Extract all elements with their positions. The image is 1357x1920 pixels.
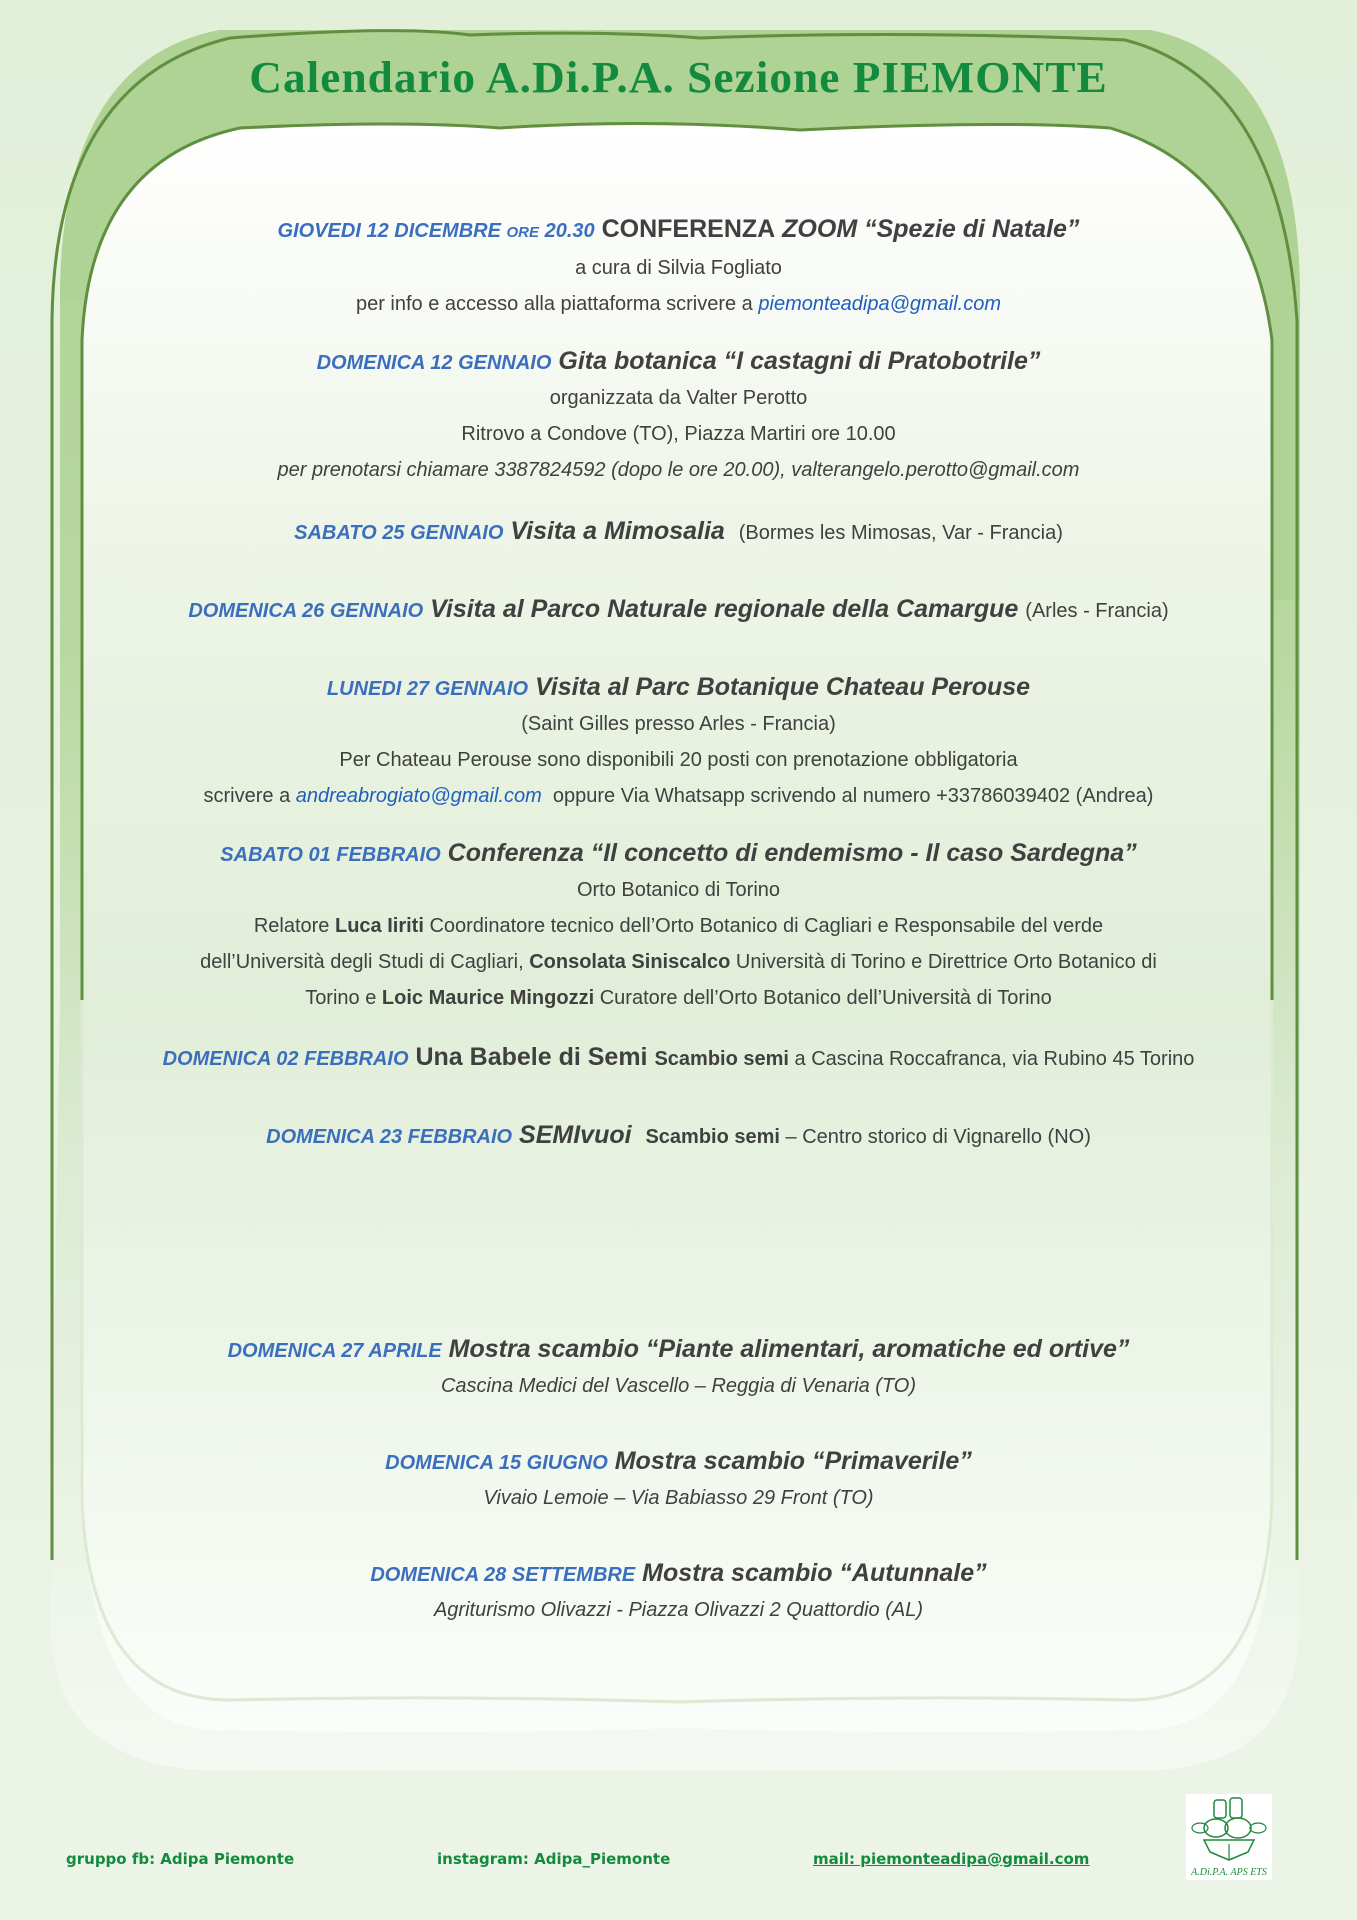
event-title: Conferenza “Il concetto di endemismo - Il caso Sardegna” <box>447 839 1137 867</box>
event-headline <box>0 836 1357 872</box>
event-item <box>0 514 1357 550</box>
event-title: SEMIvuoi <box>519 1121 632 1149</box>
event-headline <box>0 514 1357 550</box>
event-title: ZOOM “Spezie di Natale” <box>782 215 1080 243</box>
event-item <box>0 344 1357 488</box>
event-headline <box>0 1118 1357 1154</box>
svg-text:A.Di.P.A. APS ETS: A.Di.P.A. APS ETS <box>1191 1867 1267 1878</box>
event-speakers: Torino e Loic Maurice Mingozzi Curatore dell’Orto Botanico dell’Università di Torino <box>305 987 1052 1009</box>
event-date: DOMENICA 23 FEBBRAIO <box>266 1126 513 1148</box>
event-headline <box>0 1444 1357 1480</box>
event-subtitle: Scambio semi <box>645 1126 780 1148</box>
event-date: DOMENICA 12 GENNAIO <box>316 352 552 374</box>
facebook-group-link[interactable]: gruppo fb: Adipa Piemonte <box>66 1850 295 1868</box>
event-location: Cascina Medici del Vascello – Reggia di Venaria (TO) <box>440 1375 917 1397</box>
event-location: Agriturismo Olivazzi - Piazza Olivazzi 2 Quattordio (AL) <box>433 1599 924 1621</box>
event-title: Gita botanica “I castagni di Pratobotrile” <box>558 347 1041 375</box>
event-organizer: organizzata da Valter Perotto <box>549 387 808 409</box>
event-location: a Cascina Roccafranca, via Rubino 45 Torino <box>788 1048 1195 1070</box>
event-date: LUNEDI 27 GENNAIO <box>326 678 529 700</box>
event-contact: scrivere a andreabrogiato@gmail.com oppure Via Whatsapp scrivendo al numero +33786039402 (Andrea) <box>203 785 1154 807</box>
event-date: DOMENICA 27 APRILE <box>227 1340 442 1362</box>
event-headline <box>0 1556 1357 1592</box>
event-date: DOMENICA 02 FEBBRAIO <box>162 1048 409 1070</box>
event-headline <box>0 344 1357 380</box>
events-list <box>0 212 1357 1628</box>
event-headline <box>0 670 1357 706</box>
event-item <box>0 592 1357 628</box>
info-email-link[interactable]: piemonteadipa@gmail.com <box>758 293 1002 315</box>
event-date: GIOVEDI 12 DICEMBRE ORE 20.30 <box>277 220 595 242</box>
event-location: (Bormes les Mimosas, Var - Francia) <box>738 522 1063 544</box>
event-date: DOMENICA 26 GENNAIO <box>188 600 424 622</box>
speaker-name: Consolata Siniscalco <box>529 951 731 973</box>
event-speakers: Relatore Luca Iiriti Coordinatore tecnico dell’Orto Botanico di Cagliari e Responsabile del verde <box>253 915 1104 937</box>
instagram-link[interactable]: instagram: Adipa_Piemonte <box>437 1850 671 1868</box>
event-date: SABATO 01 FEBBRAIO <box>220 844 441 866</box>
event-speakers: dell’Università degli Studi di Cagliari, Consolata Siniscalco Università di Torino e Direttrice Orto Botanico di <box>200 951 1157 973</box>
speaker-name: Loic Maurice Mingozzi <box>381 987 595 1009</box>
mail-link[interactable]: mail: piemonteadipa@gmail.com <box>813 1850 1090 1868</box>
event-item <box>0 1444 1357 1516</box>
event-title: Una Babele di Semi <box>415 1043 648 1071</box>
event-headline <box>0 592 1357 628</box>
event-item <box>0 1332 1357 1404</box>
contact-email-link[interactable]: andreabrogiato@gmail.com <box>295 785 542 807</box>
event-title: Mostra scambio “Piante alimentari, aromatiche ed ortive” <box>448 1335 1130 1363</box>
speaker-name: Luca Iiriti <box>334 915 424 937</box>
event-subtitle: Scambio semi <box>654 1048 789 1070</box>
event-date: DOMENICA 28 SETTEMBRE <box>370 1564 636 1586</box>
event-item <box>0 212 1357 322</box>
event-location: – Centro storico di Vignarello (NO) <box>779 1126 1091 1148</box>
event-item <box>0 836 1357 1016</box>
event-title: Visita a Mimosalia <box>510 517 725 545</box>
event-meeting-point: Ritrovo a Condove (TO), Piazza Martiri ore 10.00 <box>461 423 896 445</box>
event-headline <box>0 1332 1357 1368</box>
event-item <box>0 1118 1357 1154</box>
event-organizer: a cura di Silvia Fogliato <box>575 257 782 279</box>
event-title: Mostra scambio “Autunnale” <box>642 1559 987 1587</box>
footer <box>0 1850 1357 1880</box>
event-venue: Orto Botanico di Torino <box>576 879 781 901</box>
adipa-logo-icon <box>1186 1794 1272 1880</box>
event-title: Mostra scambio “Primaverile” <box>614 1447 972 1475</box>
event-booking: per prenotarsi chiamare 3387824592 (dopo le ore 20.00), valterangelo.perotto@gmail.com <box>277 459 1080 481</box>
event-headline <box>0 212 1357 250</box>
event-headline <box>0 1040 1357 1076</box>
page-title: Calendario A.Di.P.A. Sezione PIEMONTE <box>249 53 1108 102</box>
event-title: Visita al Parc Botanique Chateau Perouse <box>535 673 1031 701</box>
event-item <box>0 670 1357 814</box>
event-item <box>0 1556 1357 1628</box>
event-location: (Saint Gilles presso Arles - Francia) <box>521 713 836 735</box>
event-location: Vivaio Lemoie – Via Babiasso 29 Front (TO) <box>483 1487 874 1509</box>
event-location: (Arles - Francia) <box>1025 600 1169 622</box>
event-date: SABATO 25 GENNAIO <box>294 522 504 544</box>
event-title: Visita al Parco Naturale regionale della Camargue <box>430 595 1019 623</box>
event-date: DOMENICA 15 GIUGNO <box>385 1452 608 1474</box>
event-item <box>0 1040 1357 1076</box>
event-info: per info e accesso alla piattaforma scrivere a piemonteadipa@gmail.com <box>355 293 1002 315</box>
event-availability: Per Chateau Perouse sono disponibili 20 posti con prenotazione obbligatoria <box>339 749 1018 771</box>
event-category: CONFERENZA <box>601 215 776 243</box>
